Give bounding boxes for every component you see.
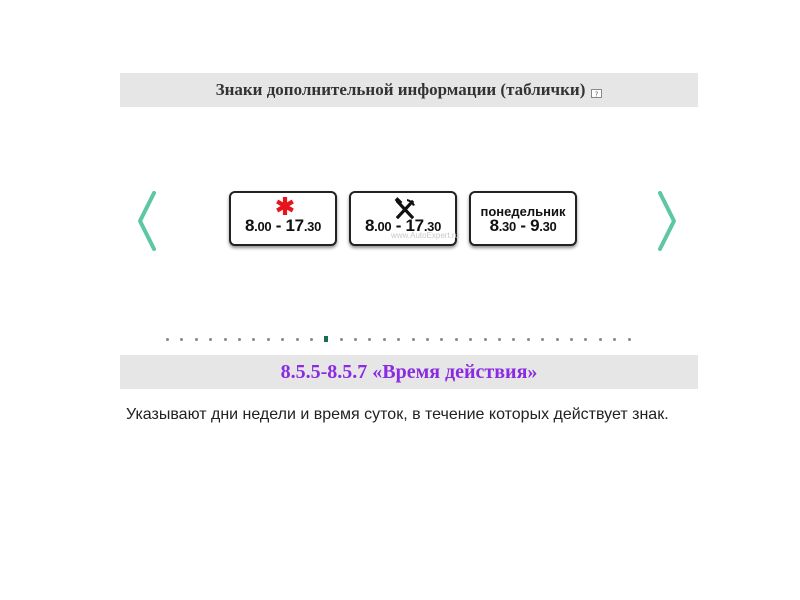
chevron-right-icon	[656, 190, 678, 252]
watermark: www.AutoExpert.ru	[391, 231, 460, 240]
pagination-dot[interactable]	[209, 338, 212, 341]
pagination-dot[interactable]	[368, 338, 371, 341]
sign-carousel	[229, 191, 577, 246]
pagination-dot[interactable]	[541, 338, 544, 341]
sign-day: понедельник	[480, 204, 566, 219]
pagination-dot[interactable]	[397, 338, 400, 341]
sign-8-5-6[interactable]	[349, 191, 460, 246]
pagination-dot[interactable]	[570, 338, 573, 341]
pagination-dot[interactable]	[556, 338, 559, 341]
pagination-dot[interactable]	[281, 338, 284, 341]
header-bar	[120, 73, 698, 107]
sign-time: 8.00 - 17.30	[364, 216, 442, 235]
pagination-dot[interactable]	[354, 338, 357, 341]
section-description: Указывают дни недели и время суток, в течение которых действует знак.	[126, 406, 669, 423]
chevron-left-icon	[136, 190, 158, 252]
pagination-dot[interactable]	[267, 338, 270, 341]
sign-time: 8.00 - 17.30	[244, 216, 322, 235]
pagination-dot[interactable]	[252, 338, 255, 341]
pagination-dot[interactable]	[440, 338, 443, 341]
pagination-dot[interactable]	[469, 338, 472, 341]
pagination-dot[interactable]	[613, 338, 616, 341]
carousel-prev-button[interactable]	[136, 190, 158, 252]
pagination-dot[interactable]	[628, 338, 631, 341]
pagination-dot-active[interactable]	[324, 336, 328, 342]
sign-8-5-7[interactable]	[469, 191, 577, 246]
red-asterisk-icon	[275, 196, 295, 216]
section-header	[120, 355, 698, 389]
pagination-dot[interactable]	[512, 338, 515, 341]
pagination-dot[interactable]	[599, 338, 602, 341]
pagination-dot[interactable]	[340, 338, 343, 341]
pagination-dot[interactable]	[296, 338, 299, 341]
svg-text:?: ?	[595, 90, 599, 99]
pagination-dot[interactable]	[383, 338, 386, 341]
sign-8-5-5[interactable]	[229, 191, 337, 246]
pagination-dot[interactable]	[455, 338, 458, 341]
section-title: 8.5.5-8.5.7 «Время действия»	[280, 360, 538, 383]
pagination-dot[interactable]	[180, 338, 183, 341]
pagination-dot[interactable]	[584, 338, 587, 341]
pagination-dot[interactable]	[412, 338, 415, 341]
pagination-dot[interactable]	[166, 338, 169, 341]
pagination-dot[interactable]	[195, 338, 198, 341]
pagination-dot[interactable]	[426, 338, 429, 341]
pagination-dot[interactable]	[527, 338, 530, 341]
pagination-dot[interactable]	[484, 338, 487, 341]
pagination-dot[interactable]	[224, 338, 227, 341]
carousel-pagination	[166, 336, 642, 342]
sign-time: 8.30 - 9.30	[489, 216, 557, 235]
pagination-dot[interactable]	[310, 338, 313, 341]
help-icon[interactable]	[591, 86, 602, 99]
carousel-next-button[interactable]	[656, 190, 678, 252]
page-title: Знаки дополнительной информации (таблички)	[215, 80, 586, 99]
pagination-dot[interactable]	[498, 338, 501, 341]
pagination-dot[interactable]	[238, 338, 241, 341]
